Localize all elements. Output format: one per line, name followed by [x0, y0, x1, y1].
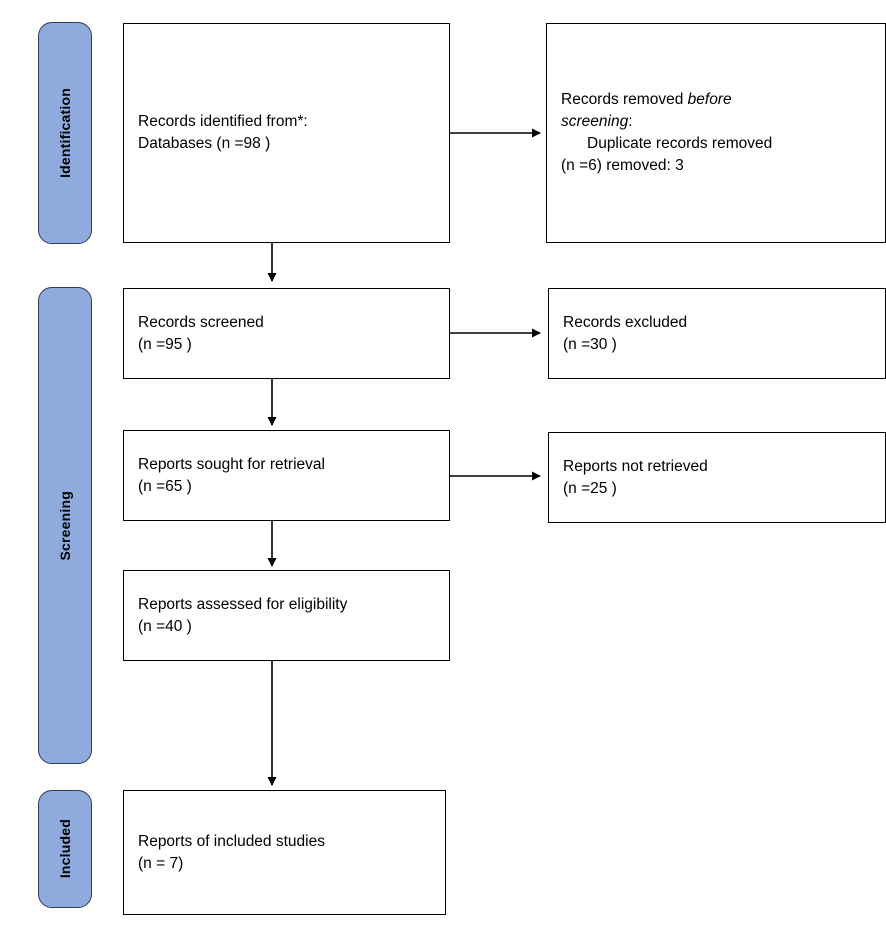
box-reports-not-retrieved-line1: Reports not retrieved — [563, 457, 708, 475]
box-reports-assessed-line1: Reports assessed for eligibility — [138, 595, 348, 613]
box-records-identified — [123, 23, 450, 243]
stage-screening — [38, 287, 92, 764]
box-records-screened-line2: (n =95 ) — [138, 335, 192, 353]
box-reports-assessed-line2: (n =40 ) — [138, 617, 192, 635]
box-records-screened-text — [138, 312, 264, 356]
stage-included-label: Included — [57, 819, 73, 879]
box-reports-included-line1: Reports of included studies — [138, 832, 325, 850]
box-records-excluded-text — [563, 312, 687, 356]
box-records-identified-text — [138, 111, 308, 155]
box-records-excluded-line1: Records excluded — [563, 313, 688, 331]
box-records-removed-text — [561, 89, 772, 177]
records-removed-em1: before — [687, 91, 732, 108]
box-records-removed-line1 — [561, 89, 772, 111]
stage-identification — [38, 22, 92, 244]
box-reports-assessed — [123, 570, 450, 661]
stage-identification-label: Identification — [57, 88, 73, 178]
box-reports-included — [123, 790, 446, 915]
box-records-excluded-line2: (n =30 ) — [563, 335, 617, 353]
box-records-identified-line1: Records identified from*: — [138, 113, 308, 130]
box-reports-included-text — [138, 831, 325, 875]
box-reports-not-retrieved — [548, 432, 886, 523]
box-reports-assessed-text — [138, 594, 347, 638]
box-records-removed — [546, 23, 886, 243]
box-records-screened-line1: Records screened — [138, 313, 264, 331]
box-reports-sought-line2: (n =65 ) — [138, 477, 192, 495]
stage-screening-label: Screening — [57, 490, 73, 561]
box-reports-sought-line1: Reports sought for retrieval — [138, 455, 325, 473]
box-records-removed-line2 — [561, 111, 772, 133]
box-records-identified-line2: Databases (n =98 ) — [138, 135, 271, 152]
box-records-removed-line4: (n =6) removed: 3 — [561, 157, 684, 174]
box-reports-not-retrieved-line2: (n =25 ) — [563, 479, 617, 497]
box-records-screened — [123, 288, 450, 379]
records-removed-em2: screening — [561, 113, 629, 130]
box-records-excluded — [548, 288, 886, 379]
box-records-removed-line3: Duplicate records removed — [587, 135, 773, 152]
records-removed-colon: : — [628, 113, 633, 130]
box-reports-sought-text — [138, 454, 325, 498]
stage-included — [38, 790, 92, 908]
box-reports-included-line2: (n = 7) — [138, 854, 184, 872]
box-reports-not-retrieved-text — [563, 456, 708, 500]
records-removed-pre: Records removed — [561, 91, 688, 108]
box-reports-sought — [123, 430, 450, 521]
